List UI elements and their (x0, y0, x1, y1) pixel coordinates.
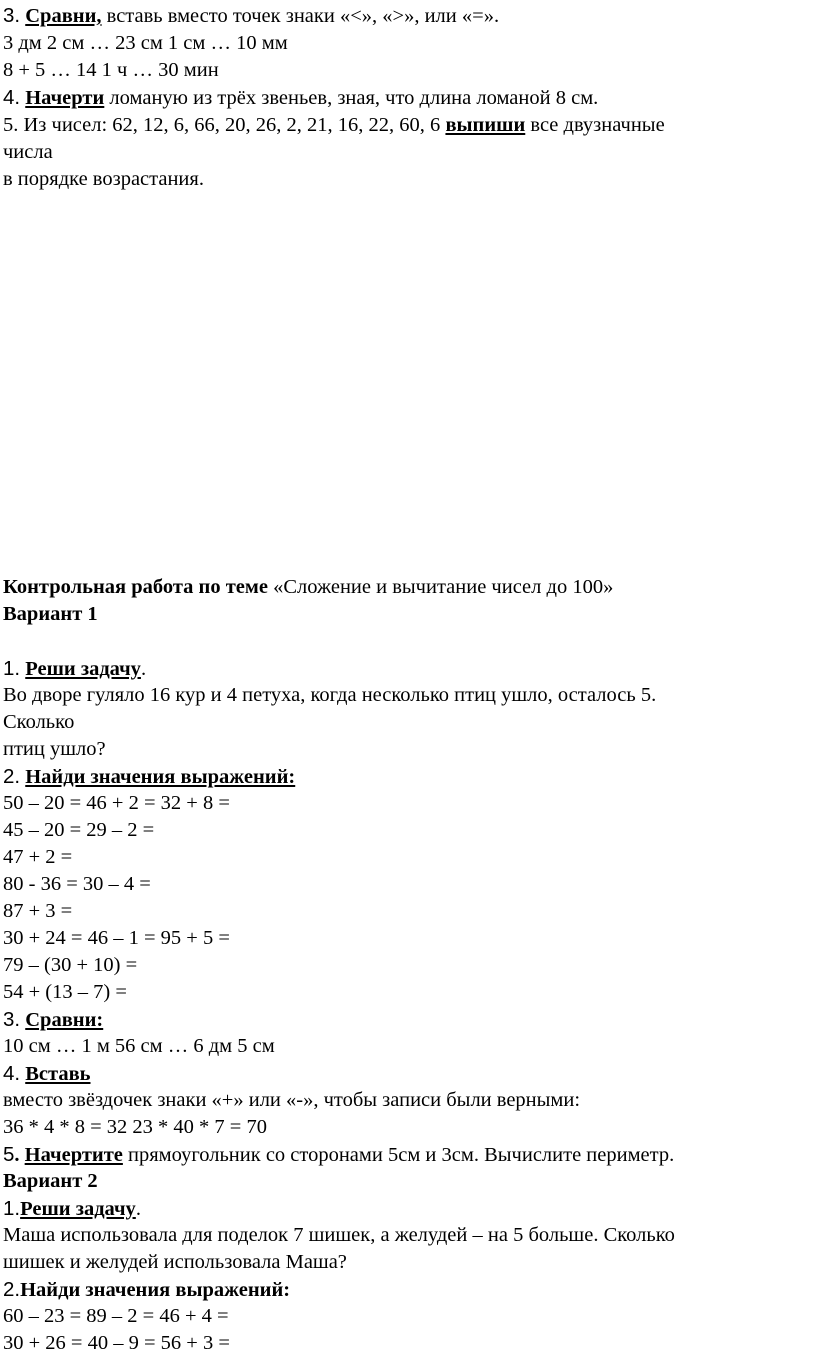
task4-number: 4. (3, 86, 21, 109)
v1-task4-line2: 36 * 4 * 8 = 32 23 * 40 * 7 = 70 (3, 1116, 267, 1138)
v2-task1-line1: Маша использовала для поделок 7 шишек, а желудей – на 5 больше. Сколько (3, 1224, 675, 1246)
v1-task1-heading (3, 655, 146, 683)
v2-task1-dot: . (135, 1198, 141, 1220)
v1-task1-dot: . (140, 658, 147, 680)
v2-task2-expr: 30 + 26 = 40 – 9 = 56 + 3 = (3, 1332, 230, 1354)
task5-line1 (3, 112, 665, 139)
v2-task1-line2: шишек и желудей использовала Маша? (3, 1251, 347, 1273)
v1-task2-heading (3, 763, 295, 791)
v2-task2-keyword: Найди значения выражений: (20, 1279, 291, 1301)
v1-task1-line2: Сколько (3, 711, 75, 733)
v1-task1-line3: птиц ушло? (3, 738, 106, 760)
task3-number: 3. (3, 4, 21, 27)
v1-task2-expr: 79 – (30 + 10) = (3, 954, 138, 976)
v1-task2-expr: 30 + 24 = 46 – 1 = 95 + 5 = (3, 927, 230, 949)
v1-task2-expr: 80 - 36 = 30 – 4 = (3, 873, 151, 895)
v1-task2-keyword: Найди значения выражений: (25, 766, 296, 788)
v2-task1-keyword: Реши задачу (20, 1198, 136, 1220)
variant2-heading (3, 1168, 98, 1195)
v1-task5-heading (3, 1141, 674, 1169)
v1-task1-number: 1. (3, 657, 21, 680)
v2-task1-heading (3, 1195, 141, 1223)
v1-task4-number: 4. (3, 1062, 21, 1085)
v1-task2-expr: 54 + (13 – 7) = (3, 981, 127, 1003)
v1-task3-line1: 10 см … 1 м 56 см … 6 дм 5 см (3, 1035, 275, 1057)
v1-task2-number: 2. (3, 765, 21, 788)
task3-keyword: Сравни, (25, 5, 102, 27)
v1-task3-number: 3. (3, 1008, 21, 1031)
v1-task3-keyword: Сравни: (25, 1009, 104, 1031)
v1-task2-expr: 47 + 2 = (3, 846, 73, 868)
v1-task4-heading (3, 1060, 91, 1088)
task3-instruction: вставь вместо точек знаки «<», «>», или «=». (101, 5, 500, 27)
v1-task4-keyword: Вставь (25, 1063, 91, 1085)
task4-heading (3, 84, 598, 112)
variant1-heading (3, 601, 98, 628)
task5-line3: в порядке возрастания. (3, 168, 204, 190)
task3-line2: 8 + 5 … 14 1 ч … 30 мин (3, 59, 219, 81)
v1-task5-instruction: прямоугольник со сторонами 5см и 3см. Вычислите периметр. (122, 1144, 675, 1166)
v1-task2-expr: 87 + 3 = (3, 900, 73, 922)
v1-task3-heading (3, 1006, 103, 1034)
task5-suffix: все двузначные (525, 114, 665, 136)
task5-prefix: 5. Из чисел: 62, 12, 6, 66, 20, 26, 2, 21, 16, 22, 60, 6 (3, 114, 446, 136)
task5-keyword: выпиши (445, 114, 526, 136)
task3-line1: 3 дм 2 см … 23 см 1 см … 10 мм (3, 32, 288, 54)
variant1-label: Вариант 1 (3, 603, 98, 625)
task4-instruction: ломаную из трёх звеньев, зная, что длина ломаной 8 см. (104, 87, 599, 109)
v1-task5-number: 5 (3, 1143, 15, 1166)
v2-task1-number: 1. (3, 1197, 21, 1220)
v2-task2-expr: 60 – 23 = 89 – 2 = 46 + 4 = (3, 1305, 229, 1327)
v1-task1-line1: Во дворе гуляло 16 кур и 4 петуха, когда несколько птиц ушло, осталось 5. (3, 684, 657, 706)
v1-task5-dot: . (14, 1144, 20, 1166)
v1-task1-keyword: Реши задачу (25, 658, 141, 680)
task4-keyword: Начерти (25, 87, 105, 109)
test-title-label: Контрольная работа по теме (3, 576, 274, 598)
v1-task2-expr: 45 – 20 = 29 – 2 = (3, 819, 155, 841)
v2-task2-heading (3, 1276, 290, 1304)
v1-task5-keyword: Начертите (24, 1144, 123, 1166)
task5-line2: числа (3, 141, 53, 163)
task3-heading (3, 2, 499, 30)
test-title-topic: «Сложение и вычитание чисел до 100» (273, 576, 614, 598)
v2-task2-number: 2. (3, 1278, 21, 1301)
variant2-label: Вариант 2 (3, 1170, 98, 1192)
v1-task2-expr: 50 – 20 = 46 + 2 = 32 + 8 = (3, 792, 230, 814)
test-title (3, 574, 613, 601)
v1-task4-line1: вместо звёздочек знаки «+» или «-», чтобы записи были верными: (3, 1089, 581, 1111)
